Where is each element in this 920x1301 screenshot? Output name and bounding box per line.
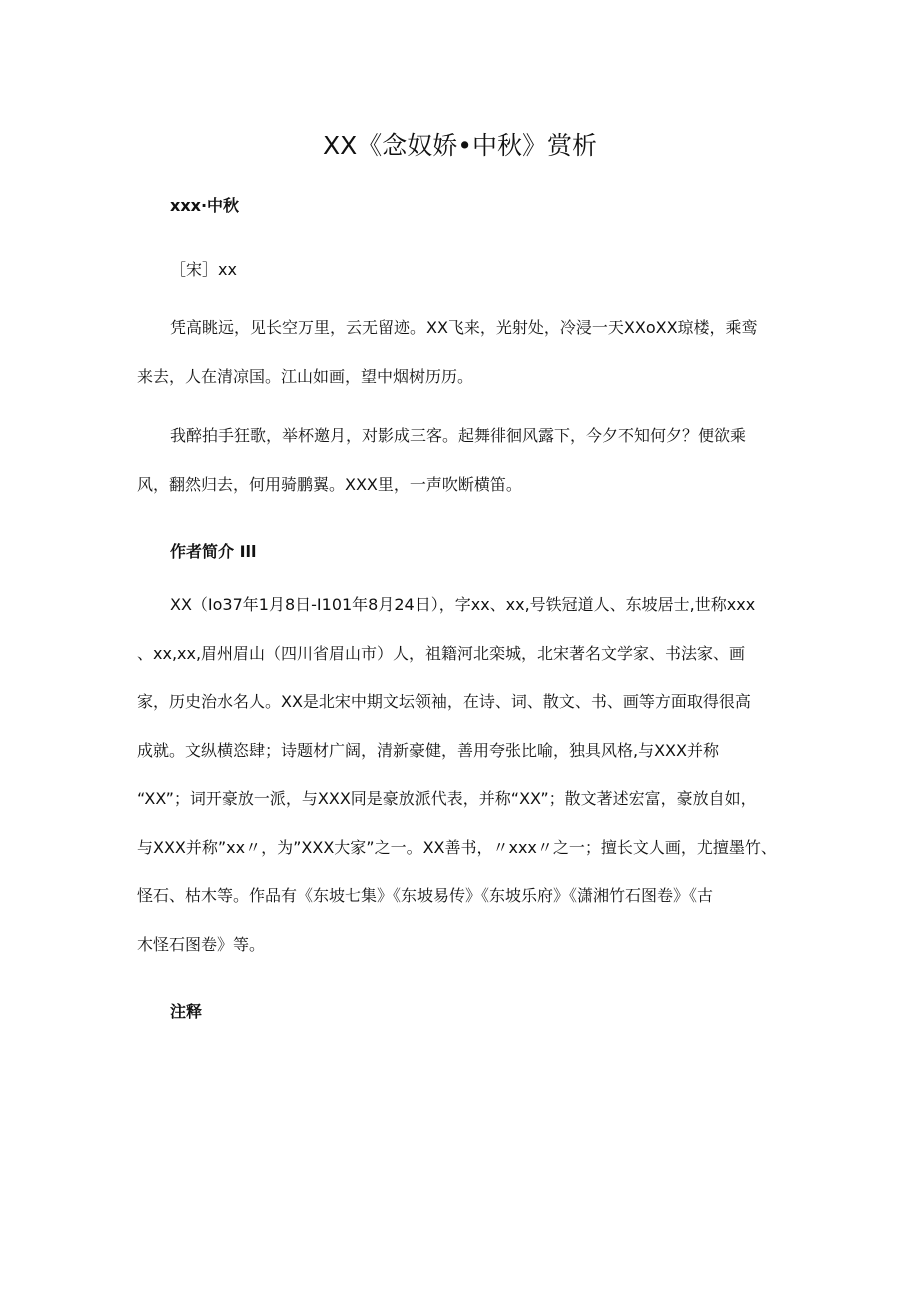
dynasty-author-text: ［宋］xx — [170, 260, 237, 279]
author-bio — [137, 581, 787, 969]
stanza-1-line: 凭高眺远，见长空万里，云无留迹。XX飞来，光射处，冷浸一天XXoXX琼楼，乘鸾 — [170, 318, 758, 337]
poem-stanza-1 — [137, 304, 787, 401]
bio-line: 家，历史治水名人。XX是北宋中期文坛领袖，在诗、词、散文、书、画等方面取得很高 — [137, 692, 751, 711]
notes-heading: 注释 — [170, 1002, 203, 1021]
document-title: XX《念奴娇•中秋》赏析 — [323, 131, 597, 160]
stanza-1-line: 来去，人在清凉国。江山如画，望中烟树历历。 — [137, 366, 474, 386]
dynasty-author — [137, 246, 787, 295]
bio-line: 成就。文纵横恣肆；诗题材广阔，清新豪健，善用夸张比喻，独具风格,与XXX并称 — [137, 740, 719, 760]
poem-heading: xxx·中秋 — [170, 196, 240, 215]
poem-stanza-2 — [137, 412, 787, 509]
bio-line: XX（Io37年1月8日-I101年8月24日），字xx、xx,号铁冠道人、东坡居士,世称xxx — [170, 595, 756, 614]
stanza-2-line: 我醉拍手狂歌，举杯邀月，对影成三客。起舞徘徊风露下，今夕不知何夕？便欲乘 — [170, 426, 747, 445]
bio-line: 怪石、枯木等。作品有《东坡七集》《东坡易传》《东坡乐府》《潇湘竹石图卷》《古 — [137, 886, 714, 905]
bio-line: 、xx,xx,眉州眉山（四川省眉山市）人，祖籍河北栾城，北宋著名文学家、书法家、画 — [137, 643, 746, 663]
bio-line: 木怪石图卷》等。 — [137, 934, 266, 954]
bio-line: “XX”；词开豪放一派，与XXX同是豪放派代表，并称“XX”；散文著述宏富，豪放自如， — [137, 789, 757, 808]
bio-heading: 作者简介 Ill — [170, 542, 257, 561]
bio-line: 与XXX并称”xx〃，为”XXX大家”之一。XX善书，〃xxx〃之一；擅长文人画，尤擅墨竹、 — [137, 837, 777, 857]
stanza-2-line: 风，翻然归去，何用骑鹏翼。XXX里，一声吹断横笛。 — [137, 474, 522, 494]
